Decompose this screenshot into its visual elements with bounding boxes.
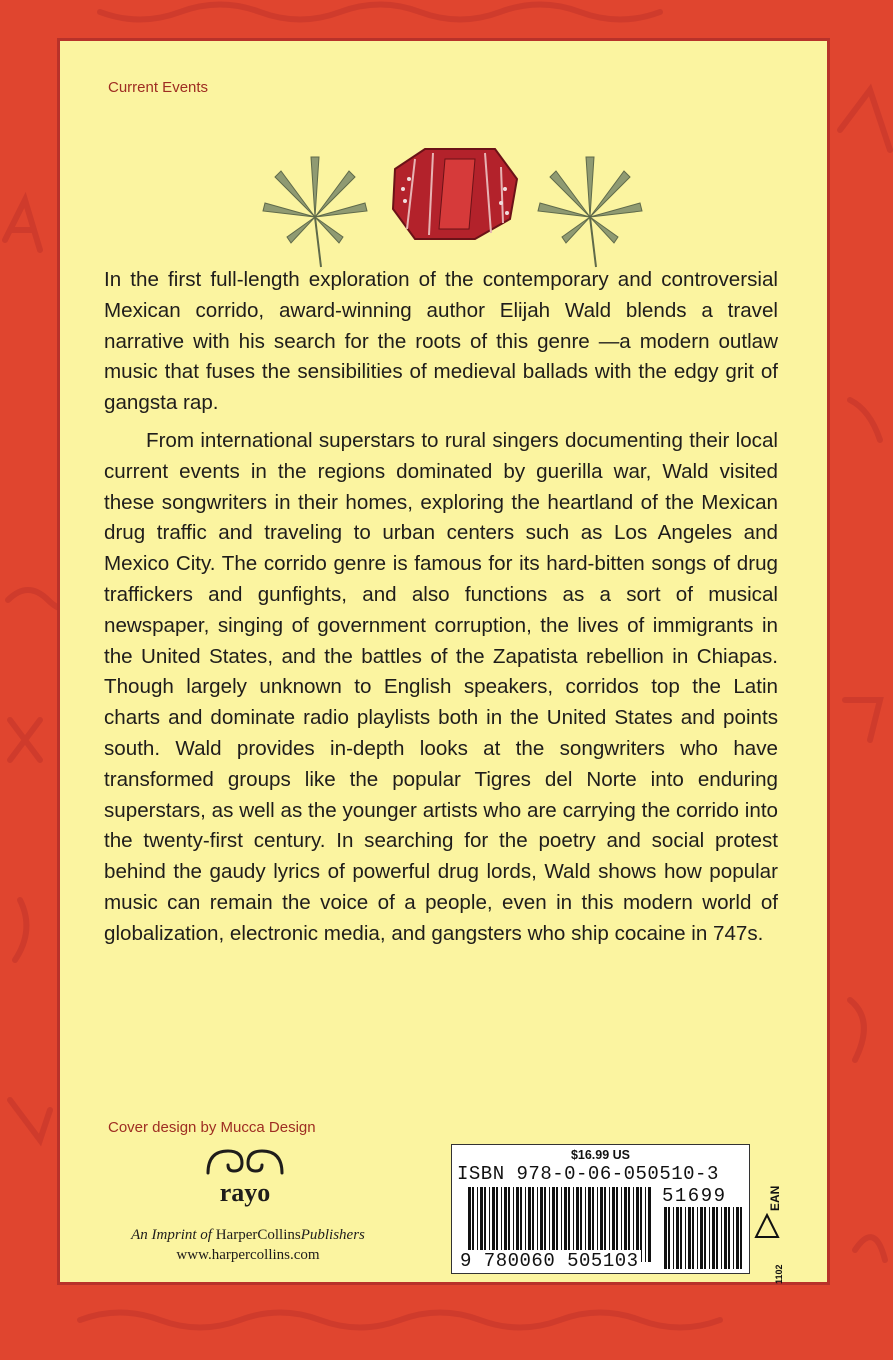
left-leaf-icon <box>263 157 367 267</box>
cover-credit: Cover design by Mucca Design <box>108 1119 316 1136</box>
accordion-icon <box>393 149 517 239</box>
barcode-bar <box>676 1207 679 1269</box>
barcode-bar <box>728 1207 730 1269</box>
publisher-website: www.harpercollins.com <box>176 1247 320 1263</box>
ean-label: EAN <box>768 1185 782 1211</box>
barcode-bar <box>697 1207 698 1269</box>
barcode-bar <box>736 1207 739 1269</box>
description-paragraph: From international superstars to rural singers documenting their local current events in the regions dominated by guerilla war, Wald visited these songwriters in their homes, exploring the heartland of the Mexican drug traffic and traveling to urban centers such as Los Angeles and Mexico City. The corrido genre is famous for its hard-bitten songs of drug traffickers and gunfights, and also functions as a sort of musical newspaper, singing of government corruption, the lives of immigrants in the United States, and the battles of the Zapatista rebellion in Chiapas. Though largely unknown to English speakers, corridos top the Latin charts and dominate radio playlists both in the United States and points south. Wald provides in-depth looks at the songwriters who have transformed groups like the popular Tigres del Norte into enduring superstars, as well as the younger artists who are carrying the corrido into the twenty-first century. In searching for the poetry and social protest behind the gaudy lyrics of powerful drug lords, Wald shows how popular music can remain the voice of a people, even in this modern world of globalization, electronic media, and gangsters who ship cocaine in 747s. <box>104 428 778 945</box>
book-description <box>104 265 778 950</box>
triangle-icon <box>754 1213 780 1239</box>
barcode-bar <box>680 1207 682 1269</box>
right-leaf-icon <box>538 157 642 267</box>
back-cover-panel <box>57 38 830 1285</box>
barcode-bar <box>685 1207 686 1269</box>
barcode-bar <box>692 1207 694 1269</box>
isbn-number: ISBN 978-0-06-050510-3 <box>457 1163 719 1185</box>
imprint-info <box>108 1225 388 1265</box>
barcode-bar <box>688 1207 691 1269</box>
category-label: Current Events <box>108 79 209 96</box>
imprint-name: HarperCollins <box>215 1227 301 1243</box>
price-label: $16.99 US <box>570 1148 631 1162</box>
barcode-bar <box>740 1207 742 1269</box>
barcode-box <box>451 1144 750 1274</box>
barcode-bar <box>709 1207 710 1269</box>
barcode-bar <box>704 1207 706 1269</box>
imprint-prefix: An Imprint of <box>131 1227 212 1243</box>
print-code: 1102 <box>774 1264 784 1284</box>
ean-digits: 9 780060 505103 <box>460 1250 639 1272</box>
barcode-bar <box>664 1207 667 1269</box>
imprint-suffix: Publishers <box>300 1227 365 1243</box>
barcode-bar <box>673 1207 674 1269</box>
barcode-bar <box>700 1207 703 1269</box>
addon-barcode <box>664 1207 744 1269</box>
rayo-logo <box>200 1143 290 1221</box>
barcode-bar <box>668 1207 670 1269</box>
barcode-bar <box>712 1207 715 1269</box>
barcode-bar <box>721 1207 722 1269</box>
barcode-addon-code: 51699 <box>662 1185 727 1207</box>
rayo-logo-text: rayo <box>219 1178 271 1207</box>
barcode-bar <box>733 1207 734 1269</box>
barcode-bar <box>648 1187 651 1262</box>
imprint-line <box>108 1225 388 1245</box>
barcode-bar <box>724 1207 727 1269</box>
description-paragraph: In the first full-length exploration of the contemporary and controversial Mexican corrido, award-winning author Elijah Wald blends a travel narrative with his search for the roots of this genre —a modern outlaw music that fuses the sensibilities of medieval ballads with the edgy grit of gangsta rap. <box>104 268 778 415</box>
barcode-bar <box>716 1207 718 1269</box>
barcode-bar <box>645 1187 646 1262</box>
